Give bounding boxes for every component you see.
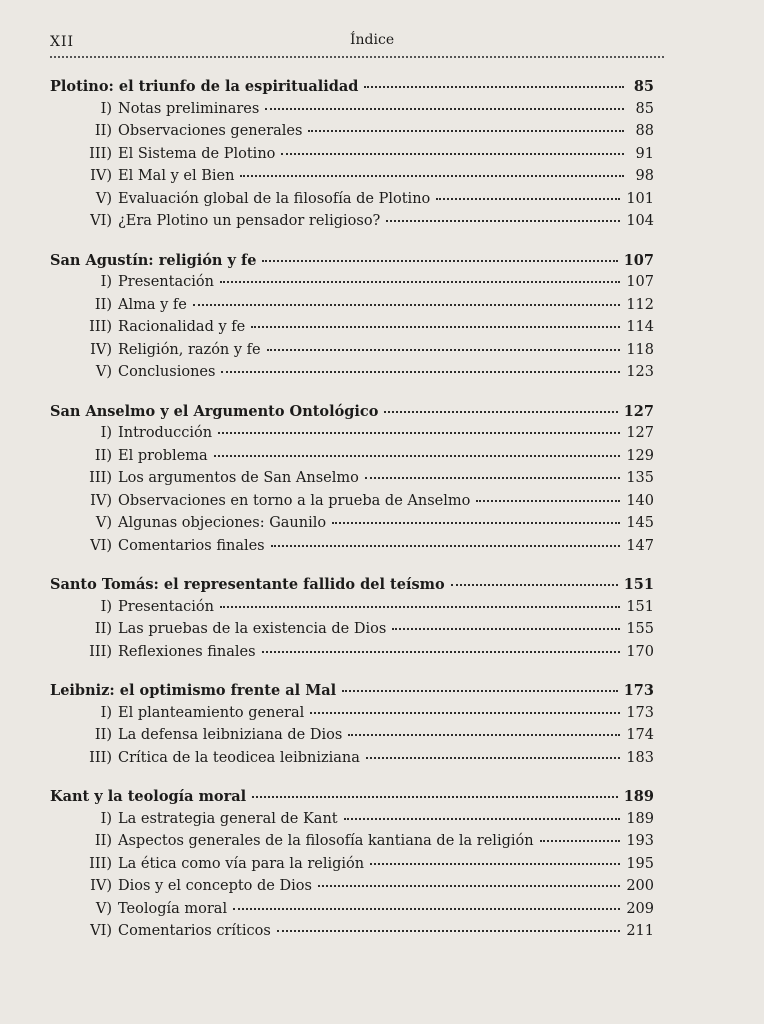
dot-leader [332, 522, 620, 524]
entry-page-number: 189 [626, 810, 654, 827]
entry-title: Conclusiones [118, 364, 216, 380]
dot-leader [220, 606, 620, 608]
entry-numeral: II) [94, 727, 112, 743]
toc-entry [50, 274, 654, 297]
entry-page-number: 112 [626, 296, 654, 313]
entry-numeral: I) [100, 810, 112, 827]
toc-entry [50, 146, 654, 169]
toc-entry [50, 644, 654, 667]
toc-entry [50, 878, 654, 901]
toc-section [50, 252, 654, 387]
dot-leader [348, 734, 620, 736]
entry-page-number: 174 [626, 727, 654, 743]
dot-leader [386, 220, 620, 222]
entry-numeral: II) [94, 447, 112, 464]
dot-leader [476, 500, 620, 502]
toc-entry [50, 621, 654, 644]
dot-leader [540, 840, 621, 842]
entry-title: Aspectos generales de la filosofía kantiana de la religión [118, 833, 534, 849]
entry-page-number: 193 [626, 833, 654, 849]
entry-title: Evaluación global de la filosofía de Plotino [118, 190, 431, 207]
dot-leader [233, 908, 620, 910]
dot-leader [451, 584, 618, 586]
dot-leader [262, 260, 617, 262]
chapter-page-number: 107 [623, 251, 654, 269]
chapter-title: Plotino: el triunfo de la espiritualidad [50, 78, 359, 95]
toc-entry [50, 297, 654, 320]
dot-leader [392, 628, 620, 630]
entry-title: Observaciones generales [118, 123, 303, 139]
entry-title: La ética como vía para la religión [118, 855, 365, 872]
entry-title: La estrategia general de Kant [118, 810, 338, 827]
dot-leader [342, 690, 618, 692]
chapter-page-number: 189 [623, 788, 654, 805]
entry-title: El planteamiento general [118, 704, 305, 721]
dot-leader [265, 108, 624, 110]
entry-page-number: 155 [626, 621, 654, 637]
toc-entry [50, 856, 654, 879]
entry-page-number: 211 [626, 923, 654, 939]
entry-page-number: 135 [626, 470, 654, 486]
entry-numeral: IV) [90, 492, 112, 509]
toc-entry [50, 833, 654, 856]
entry-numeral: IV) [90, 168, 112, 184]
toc-section [50, 403, 654, 561]
entry-numeral: III) [89, 643, 112, 660]
entry-page-number: 170 [626, 643, 654, 660]
entry-page-number: 104 [626, 213, 654, 229]
toc-entry [50, 448, 654, 471]
entry-page-number: 151 [626, 598, 654, 615]
toc-entry [50, 168, 654, 191]
entry-title: La defensa leibniziana de Dios [118, 727, 343, 743]
entry-numeral: III) [89, 145, 112, 162]
entry-numeral: II) [94, 621, 112, 637]
toc-section [50, 682, 654, 772]
entry-title: ¿Era Plotino un pensador religioso? [118, 213, 381, 229]
dot-leader [310, 712, 620, 714]
toc-entry [50, 364, 654, 387]
chapter-title: Kant y la teología moral [50, 788, 247, 805]
entry-numeral: V) [95, 515, 112, 531]
dot-leader [193, 304, 620, 306]
toc-entry [50, 599, 654, 622]
toc-entry [50, 191, 654, 214]
entry-title: El Sistema de Plotino [118, 145, 276, 162]
dot-leader [277, 930, 621, 932]
toc-entry [50, 470, 654, 493]
dot-leader [252, 796, 618, 798]
entry-page-number: 98 [635, 168, 654, 184]
dot-leader [436, 198, 620, 200]
entry-title: Dios y el concepto de Dios [118, 878, 312, 894]
header-dotted-rule [50, 56, 664, 58]
dot-leader [271, 545, 621, 547]
entry-title: El problema [118, 447, 208, 464]
dot-leader [308, 130, 624, 132]
entry-title: Presentación [118, 274, 214, 290]
entry-title: Comentarios finales [118, 537, 265, 554]
entry-page-number: 200 [626, 878, 654, 894]
dot-leader [365, 477, 620, 479]
dot-leader [267, 349, 621, 351]
chapter-heading [50, 403, 654, 426]
entry-title: Crítica de la teodicea leibniziana [118, 749, 360, 766]
entry-numeral: V) [95, 900, 112, 917]
entry-page-number: 145 [626, 515, 654, 531]
toc-entry [50, 727, 654, 750]
entry-title: Reflexiones finales [118, 643, 256, 660]
entry-page-number: 123 [626, 364, 654, 380]
dot-leader [218, 432, 620, 434]
chapter-title: Leibniz: el optimismo frente al Mal [50, 682, 337, 699]
toc-section [50, 576, 654, 666]
toc-entry [50, 923, 654, 946]
chapter-page-number: 173 [623, 682, 654, 699]
chapter-heading [50, 788, 654, 811]
dot-leader [281, 153, 624, 155]
entry-numeral: IV) [90, 878, 112, 894]
page-header [50, 30, 664, 54]
entry-numeral: I) [100, 100, 112, 117]
chapter-page-number: 151 [623, 576, 654, 593]
entry-title: Notas preliminares [118, 100, 260, 117]
chapter-title: San Agustín: religión y fe [50, 251, 257, 269]
entry-numeral: II) [94, 833, 112, 849]
entry-page-number: 107 [626, 274, 654, 290]
entry-numeral: I) [100, 598, 112, 615]
dot-leader [251, 326, 620, 328]
dot-leader [384, 411, 617, 413]
toc-section [50, 78, 654, 236]
entry-page-number: 118 [626, 341, 654, 358]
entry-title: Comentarios críticos [118, 923, 271, 939]
toc-entry [50, 425, 654, 448]
entry-page-number: 183 [626, 749, 654, 766]
entry-page-number: 195 [626, 855, 654, 872]
toc-entry [50, 319, 654, 342]
table-of-contents [50, 78, 654, 962]
toc-section [50, 788, 654, 946]
entry-numeral: I) [100, 425, 112, 441]
dot-leader [364, 86, 624, 88]
chapter-heading [50, 252, 654, 275]
dot-leader [344, 818, 621, 820]
dot-leader [318, 885, 620, 887]
toc-entry [50, 123, 654, 146]
entry-page-number: 127 [626, 425, 654, 441]
entry-numeral: V) [95, 190, 112, 207]
toc-entry [50, 493, 654, 516]
entry-numeral: I) [100, 704, 112, 721]
toc-entry [50, 705, 654, 728]
entry-numeral: III) [89, 319, 112, 335]
entry-title: Racionalidad y fe [118, 319, 246, 335]
entry-page-number: 140 [626, 492, 654, 509]
entry-title: El Mal y el Bien [118, 168, 235, 184]
entry-page-number: 101 [626, 190, 654, 207]
toc-entry [50, 538, 654, 561]
entry-numeral: IV) [90, 341, 112, 358]
entry-page-number: 114 [626, 319, 654, 335]
toc-entry [50, 901, 654, 924]
chapter-page-number: 127 [623, 402, 654, 420]
entry-numeral: III) [89, 855, 112, 872]
entry-numeral: II) [94, 123, 112, 139]
dot-leader [214, 455, 621, 457]
toc-entry [50, 811, 654, 834]
entry-page-number: 129 [626, 447, 654, 464]
toc-entry [50, 101, 654, 124]
dot-leader [221, 371, 620, 373]
running-title: Índice [350, 32, 395, 48]
entry-numeral: III) [89, 470, 112, 486]
chapter-page-number: 85 [633, 78, 654, 95]
entry-title: Presentación [118, 598, 214, 615]
entry-title: Introducción [118, 425, 213, 441]
entry-numeral: III) [89, 749, 112, 766]
toc-entry [50, 515, 654, 538]
entry-numeral: I) [100, 274, 112, 290]
entry-title: Algunas objeciones: Gaunilo [118, 515, 327, 531]
chapter-heading [50, 78, 654, 101]
toc-entry [50, 750, 654, 773]
entry-page-number: 173 [626, 704, 654, 721]
entry-numeral: VI) [90, 213, 112, 229]
toc-entry [50, 342, 654, 365]
entry-page-number: 209 [626, 900, 654, 917]
entry-title: Los argumentos de San Anselmo [118, 470, 359, 486]
entry-page-number: 147 [626, 537, 654, 554]
toc-entry [50, 213, 654, 236]
entry-title: Las pruebas de la existencia de Dios [118, 621, 387, 637]
chapter-title: Santo Tomás: el representante fallido del teísmo [50, 576, 445, 593]
entry-page-number: 91 [635, 145, 654, 162]
chapter-heading [50, 576, 654, 599]
dot-leader [370, 863, 620, 865]
entry-numeral: II) [94, 296, 112, 313]
chapter-title: San Anselmo y el Argumento Ontológico [50, 402, 379, 420]
entry-title: Teología moral [118, 900, 228, 917]
entry-page-number: 85 [635, 100, 654, 117]
page-number: XII [50, 34, 75, 50]
entry-title: Religión, razón y fe [118, 341, 261, 358]
dot-leader [366, 757, 620, 759]
entry-page-number: 88 [635, 123, 654, 139]
entry-title: Alma y fe [118, 296, 187, 313]
entry-numeral: V) [95, 364, 112, 380]
entry-title: Observaciones en torno a la prueba de Anselmo [118, 492, 471, 509]
dot-leader [240, 175, 624, 177]
entry-numeral: VI) [90, 923, 112, 939]
dot-leader [262, 651, 621, 653]
dot-leader [220, 281, 620, 283]
chapter-heading [50, 682, 654, 705]
entry-numeral: VI) [90, 537, 112, 554]
